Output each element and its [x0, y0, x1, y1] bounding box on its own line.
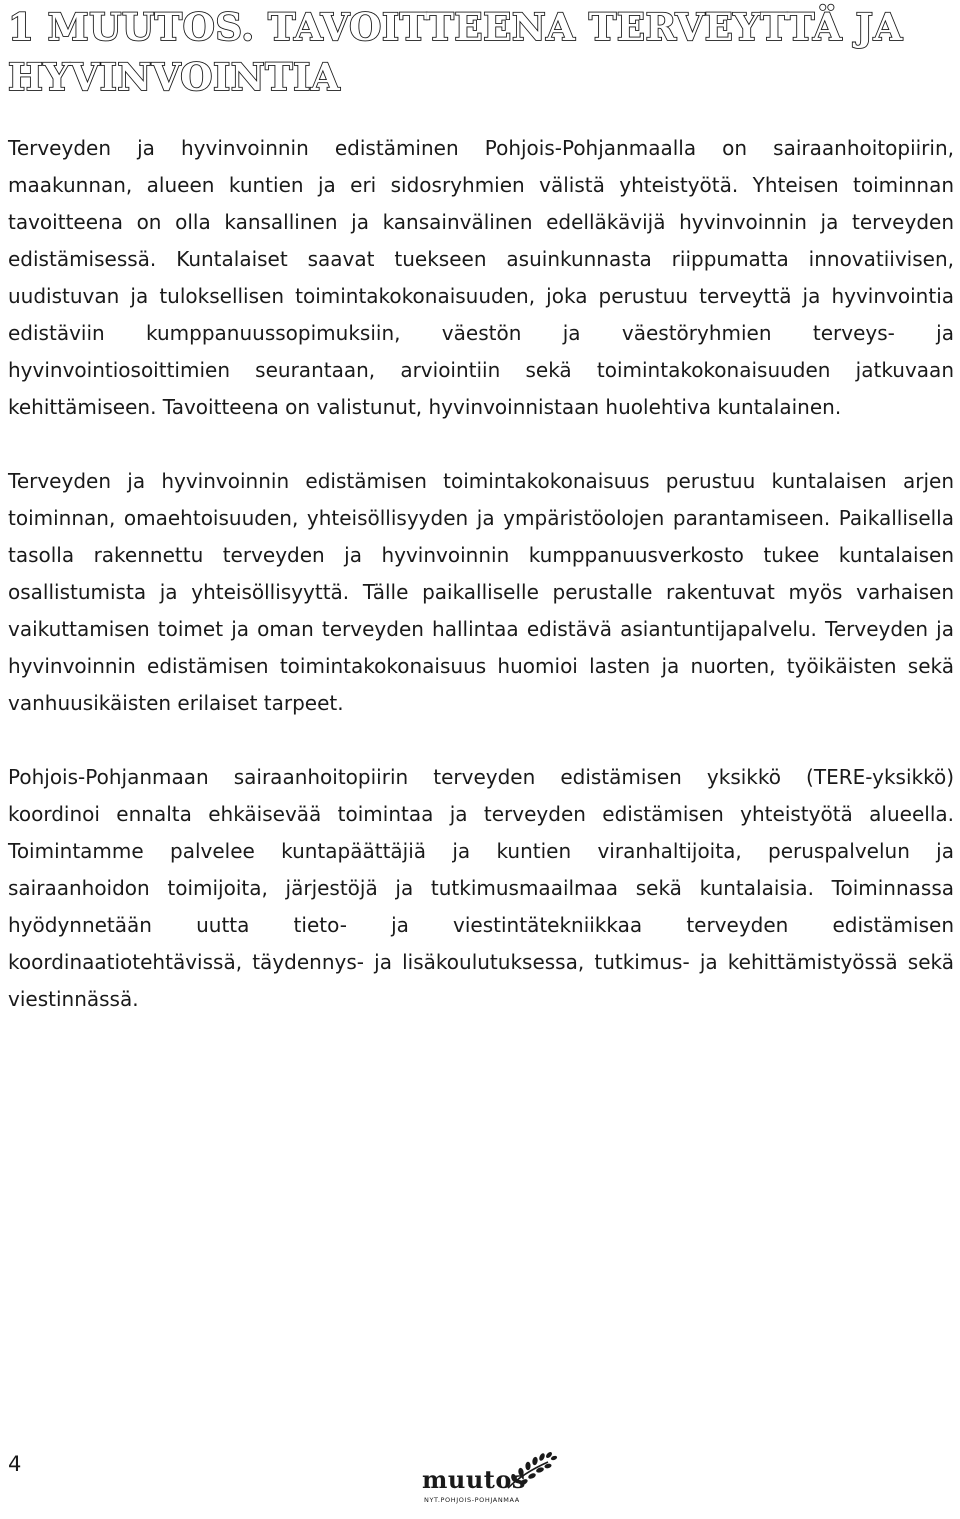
- page-number: 4: [8, 1452, 22, 1476]
- logo-tagline: NYT.POHJOIS-POHJANMAA: [424, 1496, 520, 1504]
- paragraph-1: Terveyden ja hyvinvoinnin edistäminen Pohjois-Pohjanmaalla on sairaanhoitopiirin, maakunnan, alueen kuntien ja eri sidosryhmien välistä yhteistyötä. Yhteisen toiminnan tavoitteena on olla kansallinen ja kansainvälinen edelläkävijä hyvinvoinnin ja terveyden edistämisessä. Kuntalaiset saavat tuekseen asuinkunnasta riippumatta innovatiivisen, uudistuvan ja tuloksellisen toimintakokonaisuuden, joka perustuu terveyttä ja hyvinvointia edistäviin kumppanuussopimuksiin, väestön ja väestöryhmien terveys- ja hyvinvointiosoittimien seurantaan, arviointiin sekä toimintakokonaisuuden jatkuvaan kehittämiseen. Tavoitteena on valistunut, hyvinvoinnistaan huolehtiva kuntalainen.: [8, 136, 954, 419]
- paragraph-3: Pohjois-Pohjanmaan sairaanhoitopiirin terveyden edistämisen yksikkö (TERE-yksikkö) koordinoi ennalta ehkäisevää toimintaa ja terveyden edistämisen yhteistyötä alueella. Toimintamme palvelee kuntapäättäjiä ja kuntien viranhaltijoita, peruspalvelun ja sairaanhoidon toimijoita, järjestöjä ja tutkimusmaailmaa sekä kuntalaisia. Toiminnassa hyödynnetään uutta tieto- ja viestintätekniikkaa terveyden edistämisen koordinaatiotehtävissä, täydennys- ja lisäkoulutuksessa, tutkimus- ja kehittämistyössä sekä viestinnässä.: [8, 765, 954, 1011]
- muutos-logo: [418, 1448, 558, 1510]
- logo-wordmark: muutos: [422, 1465, 526, 1494]
- page-title: 1 MUUTOS. TAVOITTEENA TERVEYTTÄ JA HYVINVOINTIA: [8, 5, 903, 99]
- paragraph-2: Terveyden ja hyvinvoinnin edistämisen toimintakokonaisuus perustuu kuntalaisen arjen toiminnan, omaehtoisuuden, yhteisöllisyyden ja ympäristöolojen parantamiseen. Paikallisella tasolla rakennettu terveyden ja hyvinvoinnin kumppanuusverkosto tukee kuntalaisen osallistumista ja yhteisöllisyyttä. Tälle paikalliselle perustalle rakentuvat myös varhaisen vaikuttamisen toimet ja oman terveyden hallintaa edistävä asiantuntijapalvelu. Terveyden ja hyvinvoinnin edistämisen toimintakokonaisuus huomioi lasten ja nuorten, työikäisten sekä vanhuusikäisten erilaiset tarpeet.: [8, 469, 954, 715]
